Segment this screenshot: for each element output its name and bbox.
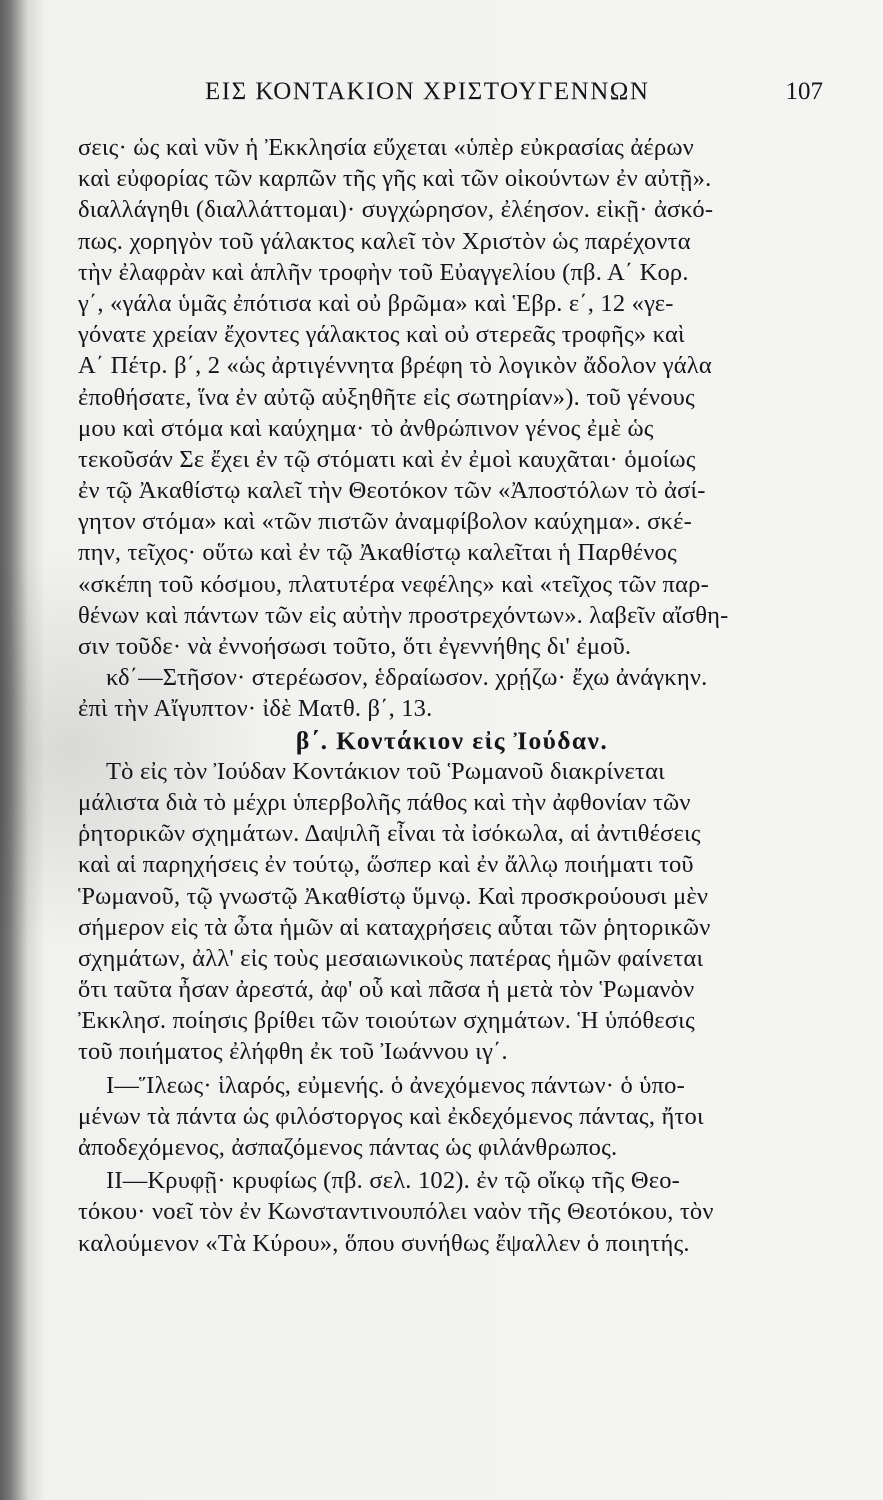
text-line: τὴν ἐλαφρὰν καὶ ἁπλῆν τροφὴν τοῦ Εὐαγγελίου (πβ. Α΄ Κορ. — [78, 258, 689, 286]
text-line: τόκου· νοεῖ τὸν ἐν Κωνσταντινουπόλει ναὸν τῆς Θεοτόκου, τὸν — [78, 1198, 714, 1226]
page-body — [78, 132, 826, 1259]
text-line: Ῥωμανοῦ, τῷ γνωστῷ Ἀκαθίστῳ ὕμνῳ. Καὶ προσκρούουσι μὲν — [78, 882, 709, 910]
text-line: γ΄, «γάλα ὑμᾶς ἐπότισα καὶ οὐ βρῶμα» καὶ Ἑβρ. ε΄, 12 «γε- — [78, 289, 674, 317]
text-line: διαλλάγηθι (διαλλάττομαι)· συγχώρησον, ἐλέησον. εἰκῇ· ἀσκό- — [78, 196, 714, 224]
text-line: ἐν τῷ Ἀκαθίστῳ καλεῖ τὴν Θεοτόκον τῶν «Ἀποστόλων τὸ ἀσί- — [78, 477, 706, 505]
text-line: Ι—Ἵλεως· ἱλαρός, εὐμενής. ὁ ἀνεχόμενος πάντων· ὁ ὑπο- — [106, 1071, 685, 1099]
text-line: γόνατε χρείαν ἔχοντες γάλακτος καὶ οὐ στερεᾶς τροφῆς» καὶ — [78, 321, 685, 349]
running-title: ΕΙΣ ΚΟΝΤΑΚΙΟΝ ΧΡΙΣΤΟΥΓΕΝΝΩΝ — [205, 78, 650, 105]
text-line: καλούμενον «Τὰ Κύρου», ὅπου συνήθως ἔψαλλεν ὁ ποιητής. — [78, 1229, 690, 1257]
text-line: πην, τεῖχος· οὕτω καὶ ἐν τῷ Ἀκαθίστῳ καλεῖται ἡ Παρθένος — [78, 539, 677, 567]
text-line: θένων καὶ πάντων τῶν εἰς αὐτὴν προστρεχόντων». λαβεῖν αἴσθη- — [78, 601, 729, 629]
text-line: πως. χορηγὸν τοῦ γάλακτος καλεῖ τὸν Χριστὸν ὡς παρέχοντα — [78, 227, 691, 255]
text-line: καὶ αἱ παρηχήσεις ἐν τούτῳ, ὥσπερ καὶ ἐν ἄλλῳ ποιήματι τοῦ — [78, 851, 694, 879]
section-title: β΄. Κοντάκιον εἰς Ἰούδαν. — [295, 725, 609, 755]
text-line: Α΄ Πέτρ. β΄, 2 «ὡς ἀρτιγέννητα βρέφη τὸ λογικὸν ἄδολον γάλα — [78, 352, 712, 380]
text-line: τεκοῦσάν Σε ἔχει ἐν τῷ στόματι καὶ ἐν ἐμοὶ καυχᾶται· ὁμοίως — [78, 445, 696, 473]
text-line: τοῦ ποιήματος ἐλήφθη ἐκ τοῦ Ἰωάννου ιγ΄. — [78, 1038, 508, 1066]
text-line: σιν τοῦδε· νὰ ἐννοήσωσι τοῦτο, ὅτι ἐγεννήθης δι' ἐμοῦ. — [78, 633, 632, 660]
page-header — [0, 78, 883, 118]
text-line: σεις· ὡς καὶ νῦν ἡ Ἐκκλησία εὔχεται «ὑπὲρ εὐκρασίας ἀέρων — [78, 134, 694, 161]
text-line: ῥητορικῶν σχημάτων. Δαψιλῆ εἶναι τὰ ἰσόκωλα, αἱ ἀντιθέσεις — [78, 820, 701, 848]
text-line: ἐποθήσατε, ἵνα ἐν αὐτῷ αὐξηθῆτε εἰς σωτηρίαν»). τοῦ γένους — [78, 383, 695, 411]
text-line: μένων τὰ πάντα ὡς φιλόστοργος καὶ ἐκδεχόμενος πάντας, ἤτοι — [78, 1102, 704, 1130]
text-line: ὅτι ταῦτα ἦσαν ἀρεστά, ἀφ' οὗ καὶ πᾶσα ἡ μετὰ τὸν Ῥωμανὸν — [78, 976, 695, 1004]
text-line: «σκέπη τοῦ κόσμου, πλατυτέρα νεφέλης» καὶ «τεῖχος τῶν παρ- — [78, 570, 709, 598]
text-line: κδ΄—Στῆσον· στερέωσον, ἑδραίωσον. χρῄζω· ἔχω ἀνάγκην. — [106, 664, 708, 692]
text-line: σχημάτων, ἀλλ' εἰς τοὺς μεσαιωνικοὺς πατέρας ἡμῶν φαίνεται — [78, 944, 704, 972]
text-line: Ἐκκλησ. ποίησις βρίθει τῶν τοιούτων σχημάτων. Ἡ ὑπόθεσις — [78, 1007, 695, 1035]
text-line: μάλιστα διὰ τὸ μέχρι ὑπερβολῆς πάθος καὶ τὴν ἀφθονίαν τῶν — [78, 788, 691, 816]
text-line: ἐπὶ τὴν Αἴγυπτον· ἰδὲ Ματθ. β΄, 13. — [78, 695, 433, 723]
text-line: Τὸ εἰς τὸν Ἰούδαν Κοντάκιον τοῦ Ῥωμανοῦ διακρίνεται — [106, 757, 665, 785]
text-line: ἀποδεχόμενος, ἀσπαζόμενος πάντας ὡς φιλάνθρωπος. — [78, 1134, 618, 1161]
page-number: 107 — [785, 78, 823, 105]
text-line: μου καὶ στόμα καὶ καύχημα· τὸ ἀνθρώπινον γένος ἐμὲ ὡς — [78, 414, 654, 442]
text-line: ΙΙ—Κρυφῇ· κρυφίως (πβ. σελ. 102). ἐν τῷ οἴκῳ τῆς Θεο- — [106, 1167, 681, 1195]
text-line: γητον στόμα» καὶ «τῶν πιστῶν ἀναμφίβολον καύχημα». σκέ- — [78, 508, 692, 536]
text-line: σήμερον εἰς τὰ ὦτα ἡμῶν αἱ καταχρήσεις αὗται τῶν ῥητορικῶν — [78, 913, 711, 941]
text-line: καὶ εὐφορίας τῶν καρπῶν τῆς γῆς καὶ τῶν οἰκούντων ἐν αὐτῇ». — [78, 165, 712, 193]
